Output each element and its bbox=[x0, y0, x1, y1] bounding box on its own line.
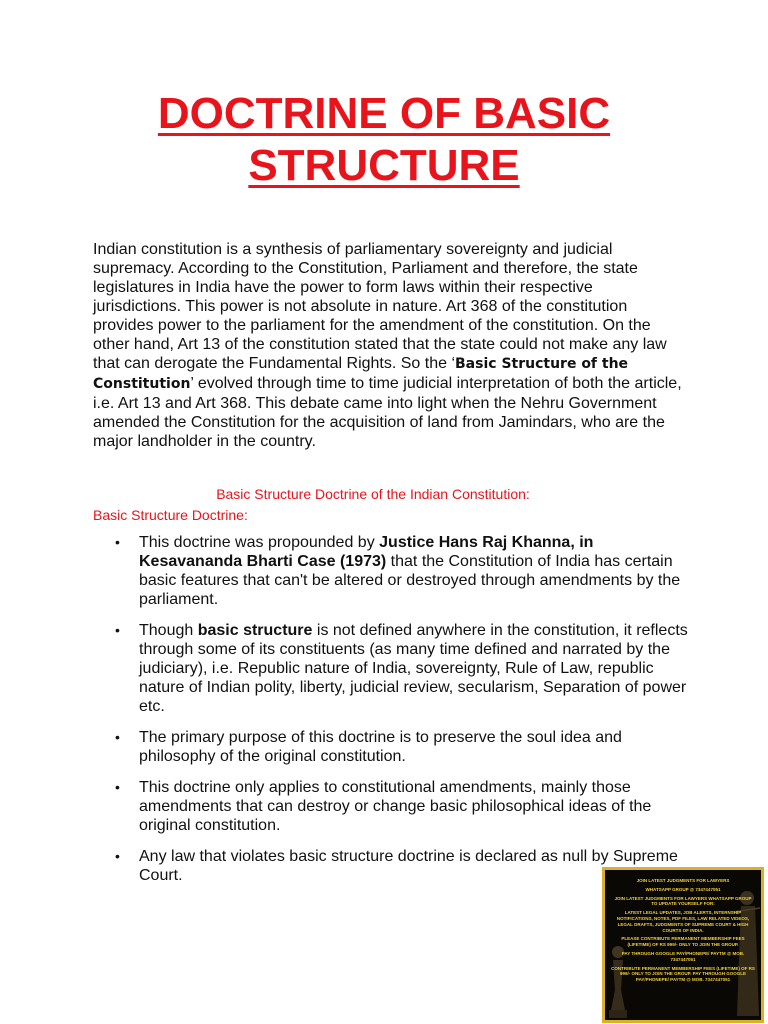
advert-topics: LATEST LEGAL UPDATES, JOB ALERTS, INTERNSHIP NOTIFICATIONS, NOTES, PDF FILES, LAW RELATED VIDEOS, LEGAL DRAFTS, JUDGMENTS OF SUPREME COURT & HIGH COURTS OF INDIA. bbox=[616, 910, 750, 933]
intro-paragraph bbox=[93, 240, 683, 451]
bullet-bold-text: Justice Hans Raj Khanna, in Kesavananda Bharti Case (1973) bbox=[139, 534, 594, 570]
bullet-icon: • bbox=[115, 729, 120, 745]
bullet-icon: • bbox=[115, 534, 120, 550]
bullet-text: that the Constitution of India has certain basic features that can't be altered or destroyed through amendments by the parliament. bbox=[139, 553, 681, 608]
advert-text bbox=[611, 878, 755, 986]
advert-invite: JOIN LATEST JUDGMENTS FOR LAWYERS WHATSAPP GROUP TO UPDATE YOURSELF FOR: bbox=[614, 895, 752, 907]
title-line-2: STRUCTURE bbox=[248, 141, 520, 190]
intro-text-2: ’ evolved through time to time judicial interpretation of both the article, i.e. Art 13 and Art 368. This debate came into light when the Nehru Government amended the Constitution for the acquisition of land from Jamindars, who are the major landholder in the country. bbox=[93, 375, 682, 450]
section-subheading: Basic Structure Doctrine of the Indian Constitution: bbox=[216, 486, 530, 502]
list-item bbox=[93, 533, 693, 609]
intro-bold-term: Basic Structure of the Constitution bbox=[93, 356, 629, 392]
bullet-icon: • bbox=[115, 779, 120, 795]
advert-heading: JOIN LATEST JUDGMENTS FOR LAWYERS bbox=[636, 878, 730, 883]
advert-payment: PAY THROUGH GOOGLE PAY/PHONEPE/ PAYTM @ MOB. 7347447051 bbox=[621, 950, 745, 962]
doctrine-bullet-list bbox=[93, 533, 693, 897]
whatsapp-group-advert[interactable] bbox=[602, 867, 764, 1023]
list-item bbox=[93, 728, 693, 766]
bullet-text: This doctrine only applies to constitutional amendments, mainly those amendments that can destroy or change basic philosophical ideas of the original constitution. bbox=[139, 779, 652, 834]
bullet-text: Any law that violates basic structure doctrine is declared as null by Supreme Court. bbox=[139, 848, 678, 884]
advert-footer: CONTRIBUTE PERMANENT MEMBERSHIP FEES (LIFETIME) OF RS 999/- ONLY TO JOIN THE GROUP. PAY THROUGH GOOGLE PAY/PHONEPE/ PAYTM @ MOB. 7347447051 bbox=[611, 965, 755, 983]
bullet-icon: • bbox=[115, 622, 120, 638]
bullet-text: The primary purpose of this doctrine is to preserve the soul idea and philosophy of the original constitution. bbox=[139, 729, 622, 765]
bullet-text: This doctrine was propounded by bbox=[139, 534, 380, 551]
bullet-icon: • bbox=[115, 848, 120, 864]
list-item bbox=[93, 778, 693, 835]
bullet-text: is not defined anywhere in the constitution, it reflects through some of its constituents (as many time defined and narrated by the judiciary), i.e. Republic nature of India, sovereignty, Rule of Law, republic nature of Indian polity, liberty, judicial review, secularism, Separation of power etc. bbox=[139, 622, 688, 715]
document-title bbox=[60, 88, 708, 192]
list-item bbox=[93, 621, 693, 716]
title-line-1: DOCTRINE OF BASIC bbox=[157, 89, 611, 138]
advert-phone: WHATSAPP GROUP @ 7347447051 bbox=[645, 886, 721, 892]
bullet-bold-text: basic structure bbox=[197, 622, 313, 639]
bullet-text: Though bbox=[139, 622, 198, 639]
intro-text-1: Indian constitution is a synthesis of parliamentary sovereignty and judicial supremacy. According to the Constitution, Parliament and therefore, the state legislatures in India have the power to form laws within their respective jurisdictions. This power is not absolute in nature. Art 368 of the constitution provides power to the parliament for the amendment of the constitution. On the other hand, Art 13 of the constitution stated that the state could not make any law that can derogate the Fundamental Rights. So the ‘ bbox=[93, 241, 667, 372]
section-heading: Basic Structure Doctrine: bbox=[93, 507, 248, 523]
advert-fee: PLEASE CONTRIBUTE PERMANENT MEMBERSHIP FEES (LIFETIME) OF RS 999/- ONLY TO JOIN THE GROUP. bbox=[621, 936, 745, 948]
